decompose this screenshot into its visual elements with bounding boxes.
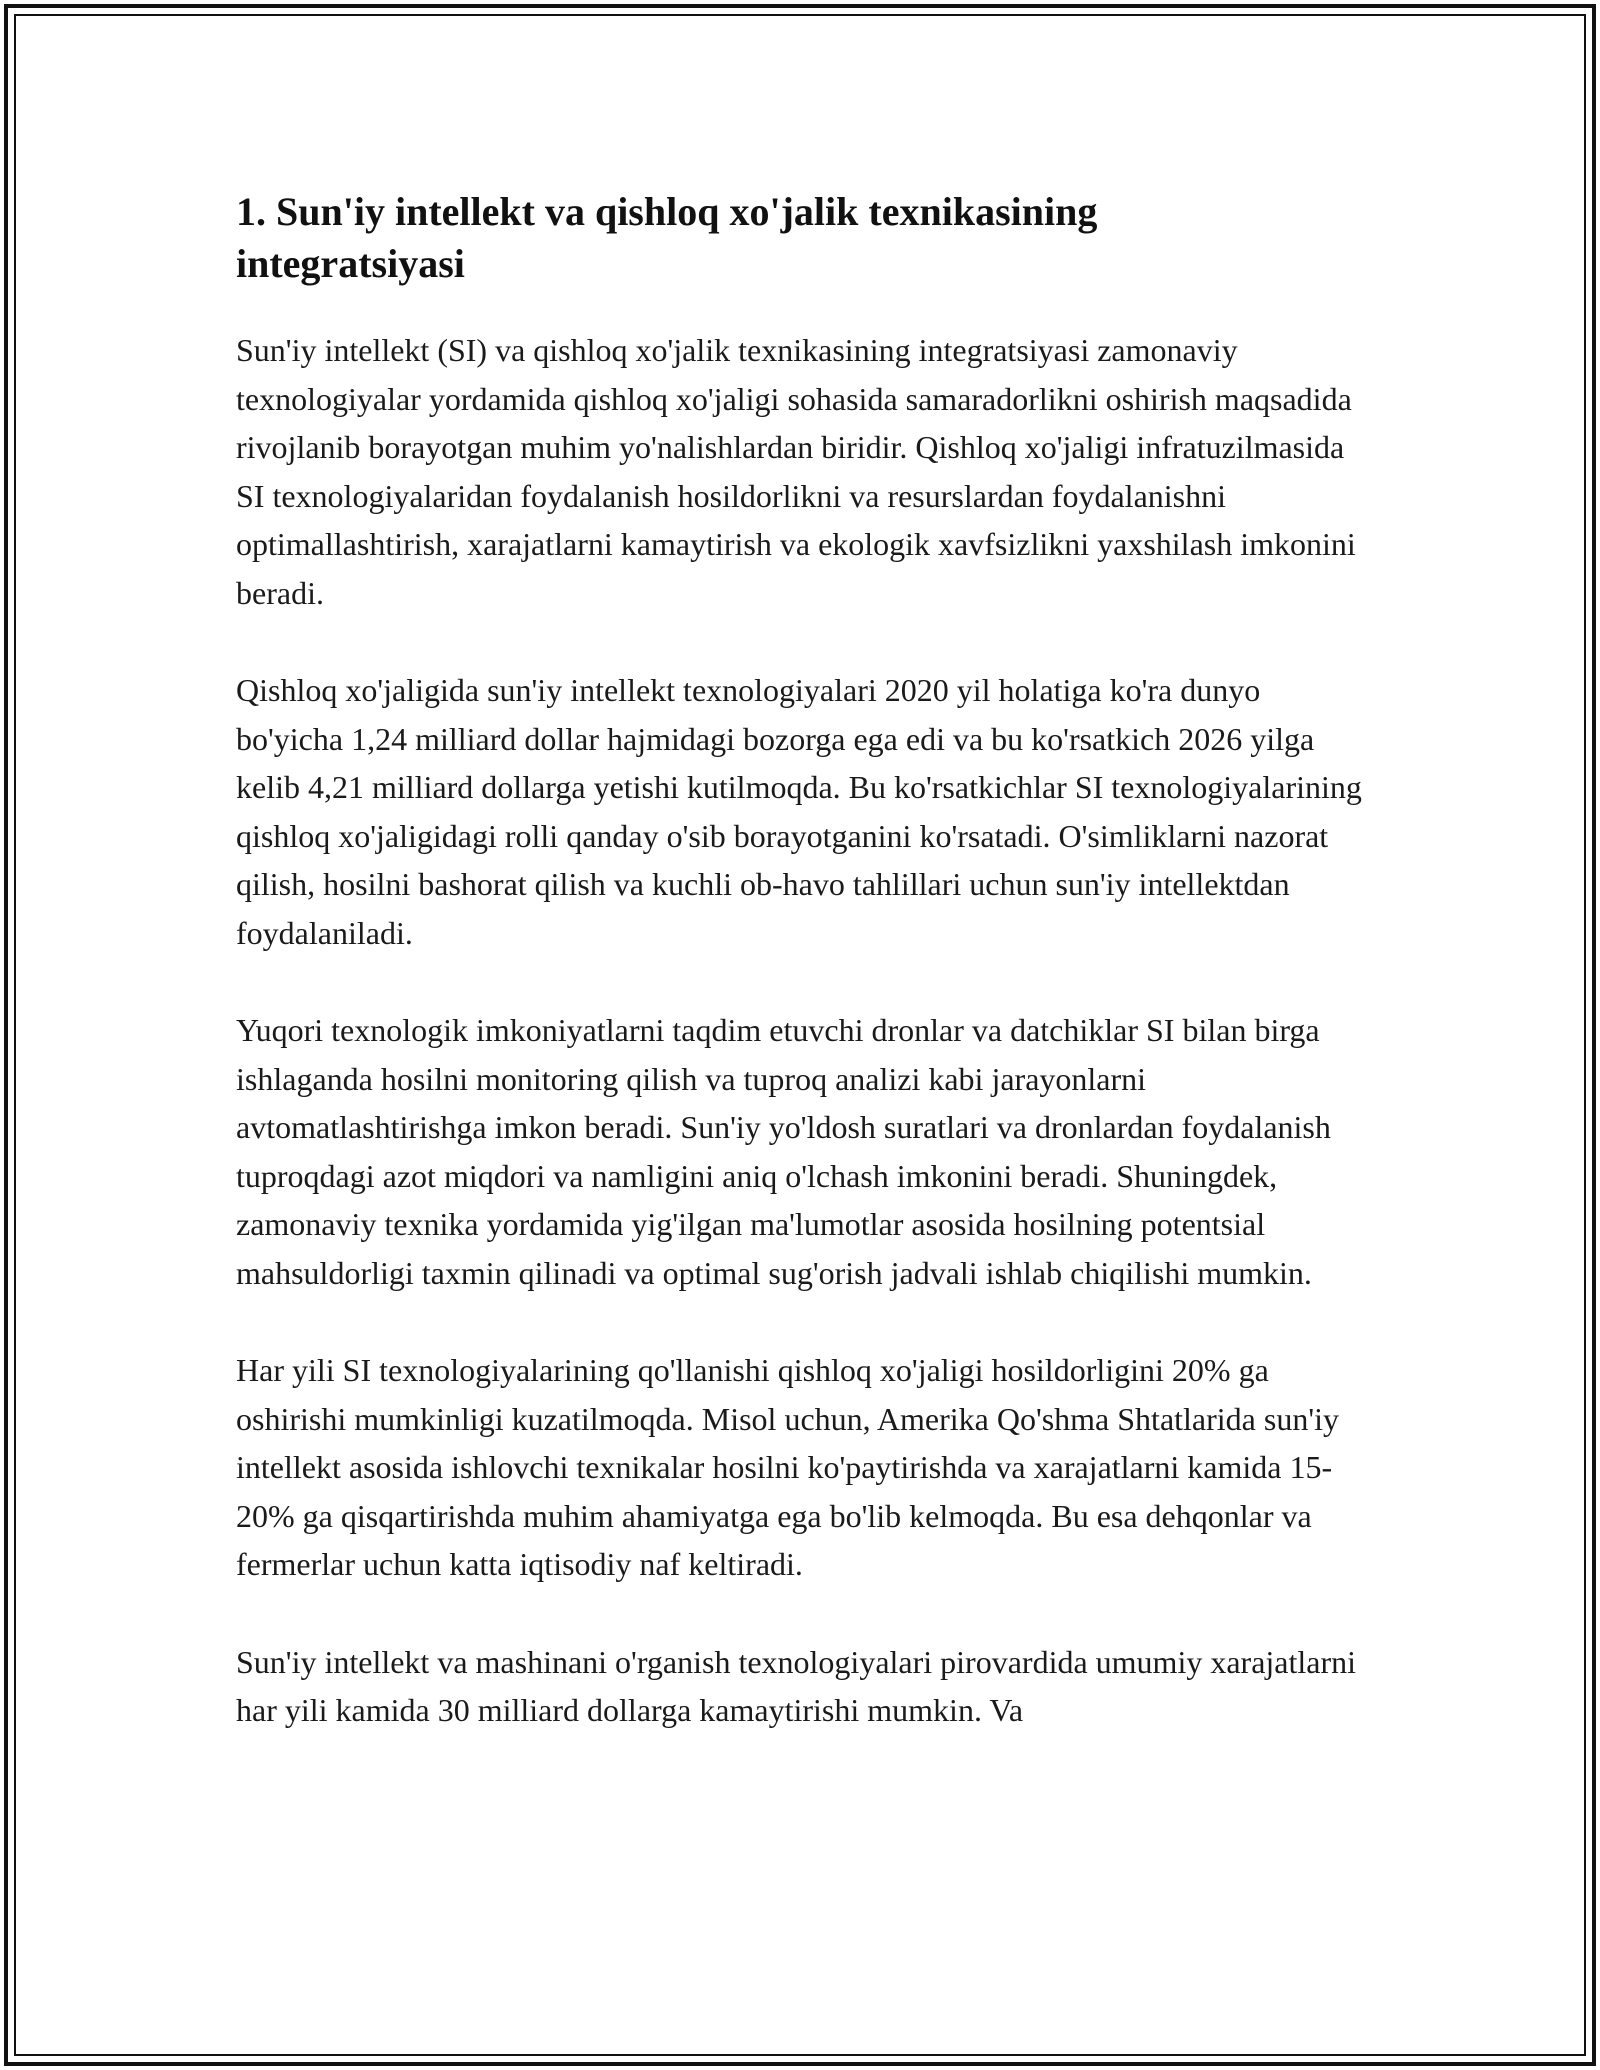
paragraph-yield: Har yili SI texnologiyalarining qo'llanishi qishloq xo'jaligi hosildorligini 20% ga oshirishi mumkinligi kuzatilmoqda. Misol uchun, Amerika Qo'shma Shtatlarida sun'iy intellekt asosida ishlovchi texnikalar hosilni ko'paytirishda va xarajatlarni kamida 15-20% ga qisqartirishda muhim ahamiyatga ega bo'lib kelmoqda. Bu esa dehqonlar va fermerlar uchun katta iqtisodiy naf keltiradi. <box>236 1352 1339 1582</box>
paragraph-costs: Sun'iy intellekt va mashinani o'rganish texnologiyalari pirovardida umumiy xarajatlarni har yili kamida 30 milliard dollarga kamaytirishi mumkin. Va <box>236 1643 1357 1728</box>
paragraph-intro: Sun'iy intellekt (SI) va qishloq xo'jalik texnikasining integratsiyasi zamonaviy texnologiyalar yordamida qishloq xo'jaligi sohasida samaradorlikni oshirish maqsadida rivojlanib borayotgan muhim yo'nalishlardan biridir. Qishloq xo'jaligi infratuzilmasida SI texnologiyalaridan foydalanish hosildorlikni va resurslardan foydalanishni optimallashtirish, xarajatlarni kamaytirish va ekologik xavfsizlikni yaxshilash imkonini beradi. <box>236 332 1356 611</box>
document-body <box>236 186 1372 1784</box>
paragraph-drones: Yuqori texnologik imkoniyatlarni taqdim etuvchi dronlar va datchiklar SI bilan birga ishlaganda hosilni monitoring qilish va tuproq analizi kabi jarayonlarni avtomatlashtirishga imkon beradi. Sun'iy yo'ldosh suratlari va dronlardan foydalanish tuproqdagi azot miqdori va namligini aniq o'lchash imkonini beradi. Shuningdek, zamonaviy texnika yordamida yig'ilgan ma'lumotlar asosida hosilning potentsial mahsuldorligi taxmin qilinadi va optimal sug'orish jadvali ishlab chiqilishi mumkin. <box>236 1012 1331 1291</box>
paragraph-market: Qishloq xo'jaligida sun'iy intellekt texnologiyalari 2020 yil holatiga ko'ra dunyo bo'yicha 1,24 milliard dollar hajmidagi bozorga ega edi va bu ko'rsatkich 2026 yilga kelib 4,21 milliard dollarga yetishi kutilmoqda. Bu ko'rsatkichlar SI texnologiyalarining qishloq xo'jaligidagi rolli qanday o'sib borayotganini ko'rsatadi. O'simliklarni nazorat qilish, hosilni bashorat qilish va kuchli ob-havo tahlillari uchun sun'iy intellektdan foydalaniladi. <box>236 672 1362 951</box>
section-heading: 1. Sun'iy intellekt va qishloq xo'jalik texnikasining integratsiyasi <box>236 189 1098 286</box>
